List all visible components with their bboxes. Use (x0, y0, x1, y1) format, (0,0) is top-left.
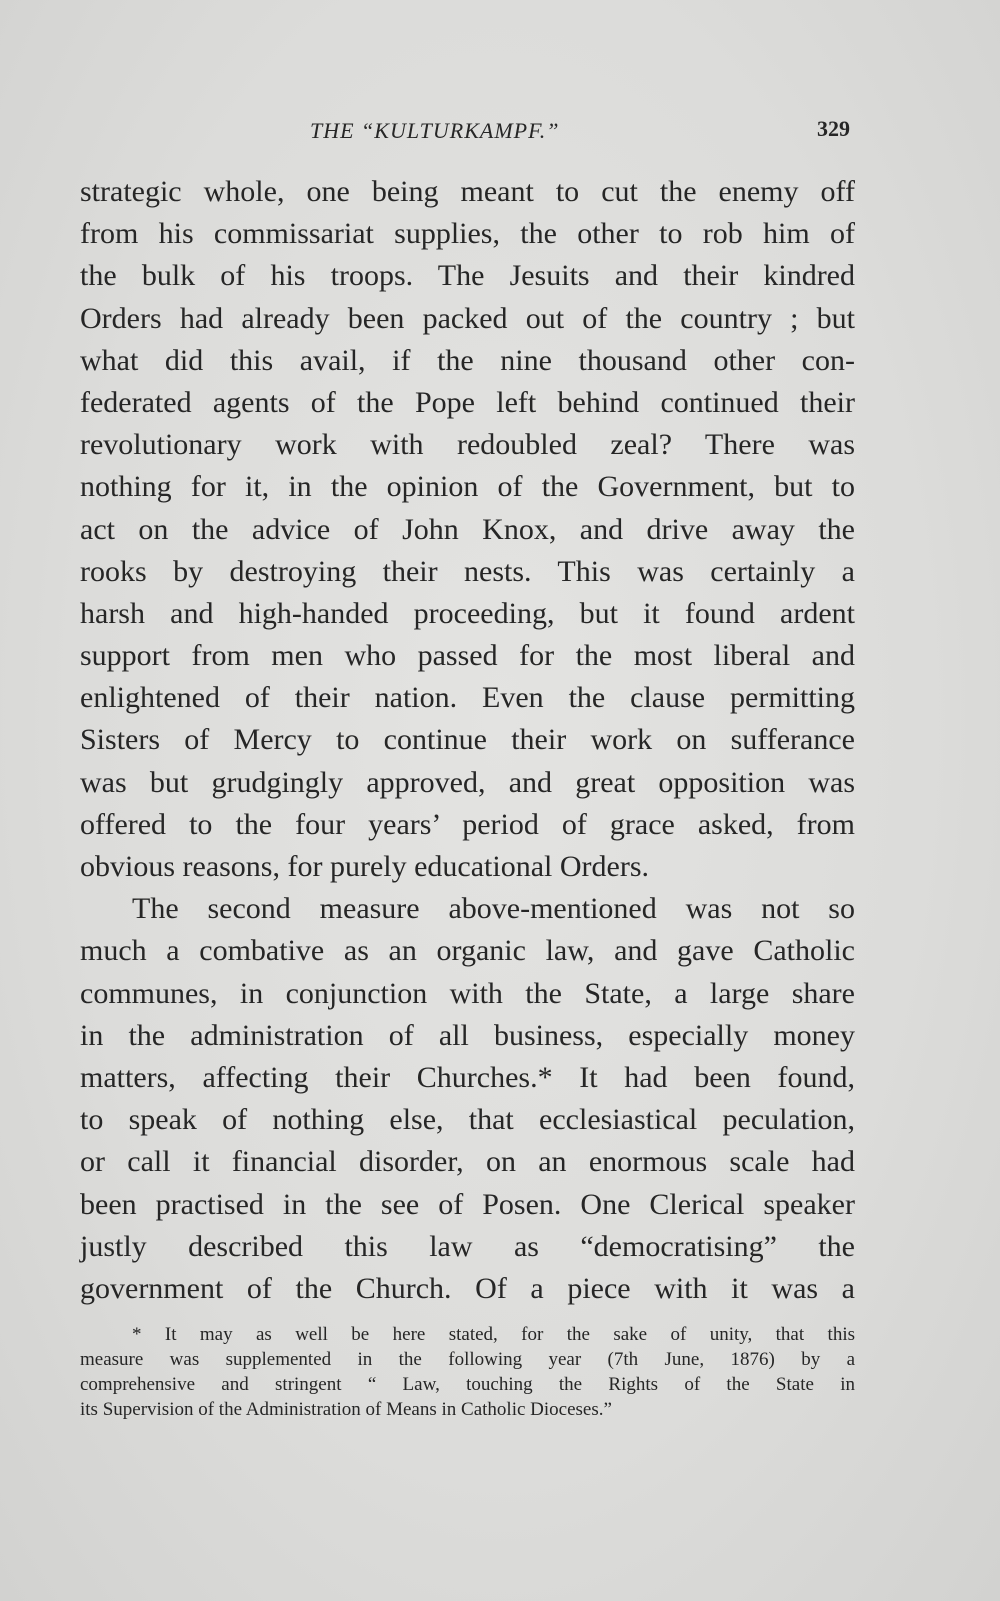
text-line: The second measure above-mentioned was not so (132, 892, 855, 926)
text-line: revolutionary work with redoubled zeal? There was (80, 428, 855, 462)
text-line: government of the Church. Of a piece with it was a (80, 1271, 855, 1305)
text-line: harsh and high-handed proceeding, but it found ardent (80, 596, 855, 630)
running-title: THE “KULTURKAMPF.” (310, 118, 560, 143)
text-line: what did this avail, if the nine thousand other con- (80, 343, 855, 377)
text-line: matters, affecting their Churches.* It had been found, (80, 1060, 855, 1094)
text-line: to speak of nothing else, that ecclesiastical peculation, (80, 1103, 855, 1137)
text-line: enlightened of their nation. Even the clause permitting (80, 681, 855, 715)
body-text (80, 171, 855, 1310)
footnote-line: * It may as well be here stated, for the sake of unity, that this (132, 1324, 855, 1345)
text-line: the bulk of his troops. The Jesuits and their kindred (80, 259, 855, 293)
text-line: or call it financial disorder, on an enormous scale had (80, 1145, 855, 1179)
text-line: act on the advice of John Knox, and drive away the (80, 512, 855, 546)
text-line: Orders had already been packed out of the country ; but (80, 301, 855, 335)
text-line: nothing for it, in the opinion of the Government, but to (80, 470, 855, 504)
running-head (80, 118, 850, 148)
text-line: obvious reasons, for purely educational Orders. (80, 850, 650, 883)
text-line: been practised in the see of Posen. One Clerical speaker (80, 1187, 855, 1221)
text-line: Sisters of Mercy to continue their work on sufferance (80, 723, 855, 757)
text-line: offered to the four years’ period of grace asked, from (80, 807, 855, 841)
text-line: was but grudgingly approved, and great opposition was (80, 765, 855, 799)
text-line: much a combative as an organic law, and gave Catholic (80, 934, 855, 968)
text-line: support from men who passed for the most liberal and (80, 639, 855, 673)
page-number: 329 (817, 116, 850, 141)
text-line: rooks by destroying their nests. This was certainly a (80, 554, 855, 588)
text-line: communes, in conjunction with the State, a large share (80, 976, 855, 1010)
footnote (80, 1322, 855, 1422)
text-line: in the administration of all business, especially money (80, 1018, 855, 1052)
text-line: justly described this law as “democratising” the (80, 1229, 855, 1263)
footnote-line: its Supervision of the Administration of Means in Catholic Dioceses.” (80, 1399, 612, 1420)
footnote-line: comprehensive and stringent “ Law, touching the Rights of the State in (80, 1374, 855, 1395)
footnote-line: measure was supplemented in the following year (7th June, 1876) by a (80, 1349, 855, 1370)
text-line: federated agents of the Pope left behind continued their (80, 385, 855, 419)
text-line: from his commissariat supplies, the other to rob him of (80, 217, 855, 251)
text-line: strategic whole, one being meant to cut the enemy off (80, 175, 855, 208)
